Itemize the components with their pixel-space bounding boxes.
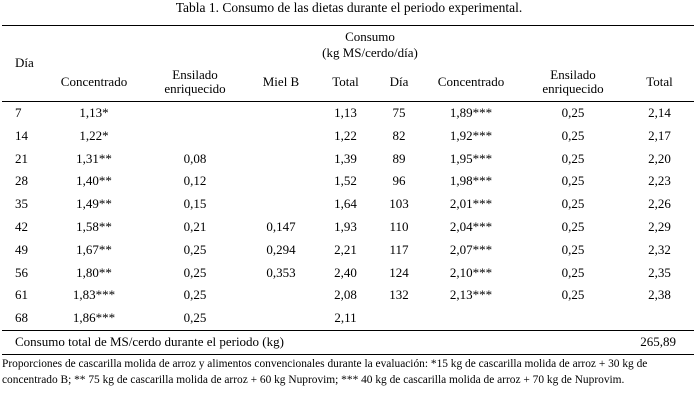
cell-concentrado: 1,80**: [76, 264, 112, 280]
total-row-label: Consumo total de MS/cerdo durante el periodo (kg): [15, 333, 284, 349]
cell-dia: 42: [15, 218, 28, 234]
table-row: [2, 193, 694, 216]
cell-concentrado: 1,40**: [76, 173, 112, 189]
header-ensilado-line2: enriquecido: [164, 81, 226, 96]
cell-concentrado: 1,49**: [76, 196, 112, 212]
cell-miel-b: [248, 148, 314, 171]
cell-concentrado-2: [421, 307, 521, 330]
cell-dia-2: 82: [392, 127, 406, 143]
cell-dia: 14: [15, 127, 28, 143]
total-row: [2, 330, 694, 354]
cell-concentrado: 1,31**: [76, 150, 112, 166]
cell-ensilado: 0,12: [183, 173, 207, 189]
header-ensilado-2-line1: Ensilado: [550, 67, 596, 82]
table-body: [2, 102, 694, 331]
table-row: [2, 284, 694, 307]
cell-dia-2: 124: [389, 264, 409, 280]
cell-miel-b: [248, 307, 314, 330]
cell-miel-b: [248, 102, 314, 125]
cell-ensilado-2: 0,25: [561, 196, 585, 212]
cell-ensilado-2: 0,25: [561, 241, 585, 257]
table-caption: Tabla 1. Consumo de las dietas durante el periodo experimental.: [175, 0, 523, 15]
table-row: [2, 102, 694, 125]
cell-total: 2,40: [334, 264, 357, 280]
cell-dia: 56: [15, 264, 28, 280]
cell-miel-b: [248, 170, 314, 193]
cell-dia: 35: [15, 196, 28, 212]
cell-concentrado: 1,83***: [72, 287, 116, 303]
cell-concentrado-2: 2,07***: [449, 241, 493, 257]
table-row: [2, 239, 694, 262]
cell-concentrado-2: 2,01***: [449, 196, 493, 212]
consumption-table: [2, 25, 694, 355]
header-consumo-line1: Consumo: [345, 29, 395, 44]
cell-dia-2: 117: [389, 241, 409, 257]
cell-total: 1,39: [334, 150, 357, 166]
cell-dia: 7: [15, 105, 22, 120]
cell-ensilado: 0,25: [183, 310, 207, 326]
cell-miel-b: 0,353: [266, 264, 296, 280]
table-row: [2, 307, 694, 330]
cell-ensilado: [142, 102, 248, 125]
cell-ensilado-2: 0,25: [561, 218, 585, 234]
cell-total: 1,22: [334, 127, 357, 143]
cell-ensilado: 0,25: [183, 241, 207, 257]
cell-total-2: 2,14: [648, 105, 671, 120]
cell-ensilado-2: 0,25: [561, 127, 585, 143]
cell-total-2: [625, 307, 694, 330]
cell-dia: 21: [15, 150, 28, 166]
cell-ensilado-2: 0,25: [561, 150, 585, 166]
header-ensilado-2-line2: enriquecido: [542, 81, 604, 96]
cell-miel-b: [248, 125, 314, 148]
cell-ensilado-2: 0,25: [561, 264, 585, 280]
cell-ensilado-2: 0,25: [561, 173, 585, 189]
cell-total-2: 2,20: [648, 150, 671, 166]
cell-total-2: 2,17: [648, 127, 671, 143]
cell-ensilado: 0,25: [183, 287, 207, 303]
cell-dia-2: 103: [389, 196, 409, 212]
cell-concentrado: 1,86***: [72, 310, 116, 326]
cell-ensilado: 0,15: [183, 196, 207, 212]
cell-miel-b: 0,294: [266, 241, 296, 257]
cell-total: 1,93: [334, 218, 357, 234]
cell-total-2: 2,23: [648, 173, 671, 189]
cell-dia-2: 110: [389, 218, 409, 234]
cell-total-2: 2,26: [648, 196, 671, 212]
header-ensilado-2: [521, 63, 625, 102]
cell-dia-2: 75: [392, 105, 406, 120]
cell-concentrado-2: 1,92***: [449, 127, 493, 143]
cell-ensilado: 0,21: [183, 218, 207, 234]
header-consumo-line2: (kg MS/cerdo/día): [322, 45, 418, 60]
cell-concentrado: 1,13*: [79, 105, 109, 120]
cell-ensilado-2: [521, 307, 625, 330]
header-miel-b: Miel B: [262, 74, 300, 89]
cell-ensilado: [142, 125, 248, 148]
header-concentrado: Concentrado: [60, 74, 128, 89]
cell-concentrado-2: 2,04***: [449, 218, 493, 234]
cell-dia-2: [377, 307, 421, 330]
cell-dia-2: 96: [392, 173, 406, 189]
cell-ensilado-2: 0,25: [561, 105, 585, 120]
cell-ensilado-2: 0,25: [561, 287, 585, 303]
cell-concentrado-2: 1,95***: [449, 150, 493, 166]
table-row: [2, 170, 694, 193]
cell-total: 2,11: [334, 310, 357, 326]
table-row: [2, 125, 694, 148]
cell-total: 2,21: [334, 241, 357, 257]
cell-ensilado: 0,08: [183, 150, 207, 166]
cell-concentrado: 1,67**: [76, 241, 112, 257]
cell-concentrado-2: 1,98***: [449, 173, 493, 189]
cell-total: 1,52: [334, 173, 357, 189]
cell-concentrado-2: 2,10***: [449, 264, 493, 280]
cell-ensilado: 0,25: [183, 264, 207, 280]
header-ensilado: [142, 63, 248, 102]
header-total-2: Total: [646, 74, 673, 89]
cell-concentrado: 1,58**: [76, 218, 112, 234]
cell-total-2: 2,32: [648, 241, 671, 257]
cell-total-2: 2,38: [648, 287, 671, 303]
header-dia-2: Día: [389, 74, 409, 89]
header-concentrado-2: Concentrado: [437, 74, 505, 89]
header-ensilado-line1: Ensilado: [172, 67, 218, 82]
cell-concentrado-2: 1,89***: [449, 105, 493, 120]
header-total: Total: [332, 74, 359, 89]
cell-concentrado: 1,22*: [79, 127, 109, 143]
table-row: [2, 148, 694, 171]
cell-total: 1,64: [334, 196, 357, 212]
cell-dia-2: 89: [392, 150, 406, 166]
header-dia: Día: [15, 55, 34, 71]
cell-dia-2: 132: [389, 287, 409, 303]
cell-miel-b: 0,147: [266, 218, 296, 234]
cell-miel-b: [248, 193, 314, 216]
cell-total: 1,13: [334, 105, 357, 120]
table-row: [2, 262, 694, 285]
cell-concentrado-2: 2,13***: [449, 287, 493, 303]
cell-total-2: 2,29: [648, 218, 671, 234]
cell-dia: 49: [15, 241, 28, 257]
cell-dia: 68: [15, 310, 28, 326]
cell-miel-b: [248, 284, 314, 307]
cell-dia: 28: [15, 173, 28, 189]
table-footnote: Proporciones de cascarilla molida de arroz y alimentos convencionales durante la evaluación: *15 kg de cascarilla molida de arroz + 30 kg de concentrado B; ** 75 kg de cascarilla molida de arroz + 60 kg Nuprovim; *** 40 kg de cascarilla molida de arroz + 70 kg de Nuprovim.: [2, 358, 648, 386]
header-consumo: [46, 26, 694, 64]
cell-total-2: 2,35: [648, 264, 671, 280]
total-row-value: 265,89: [640, 333, 676, 349]
cell-dia: 61: [15, 287, 28, 303]
cell-total: 2,08: [334, 287, 357, 303]
table-row: [2, 216, 694, 239]
